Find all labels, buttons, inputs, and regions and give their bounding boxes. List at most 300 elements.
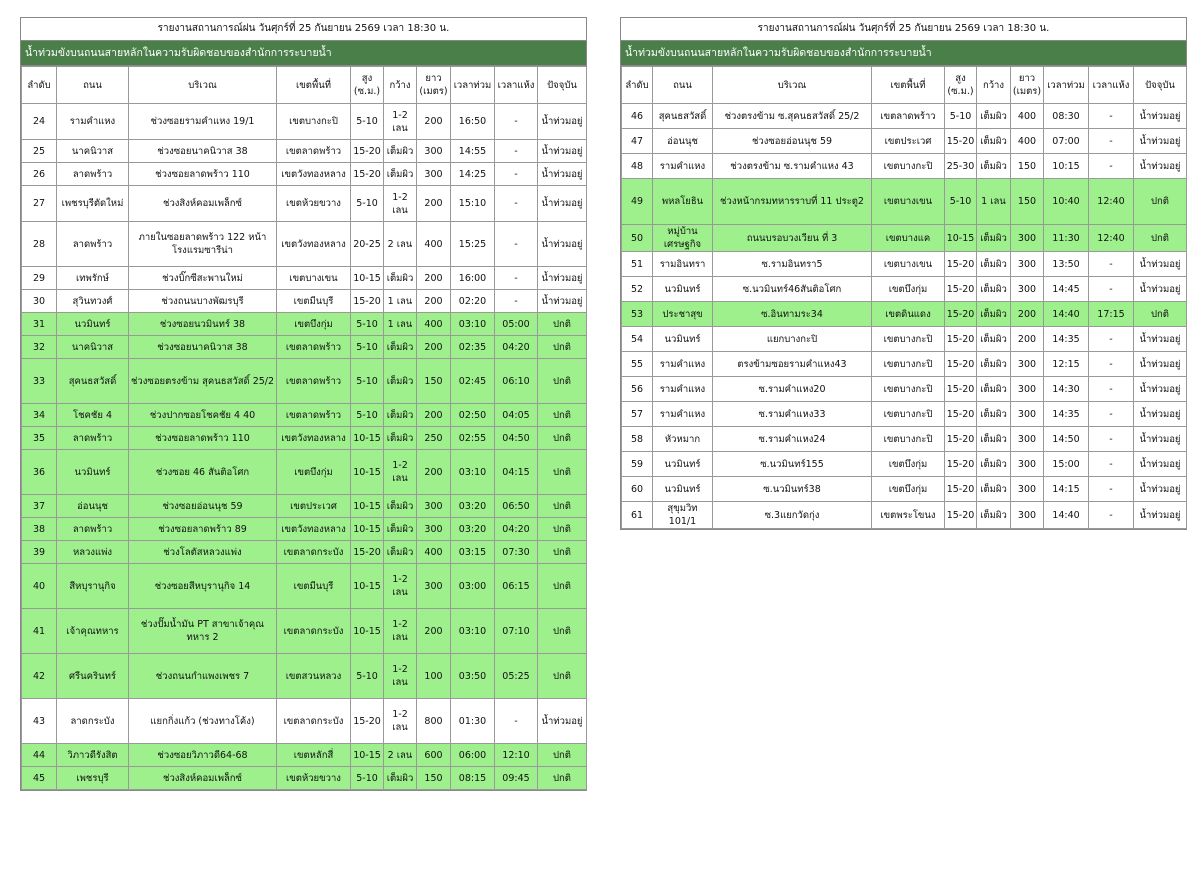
cell-area: ช่วงสิงห์คอมเพล็กซ์ [129, 186, 277, 222]
cell-area: ช่วงซอยอ่อนนุช 59 [713, 129, 872, 154]
cell-length: 150 [1011, 179, 1044, 225]
cell-flood-time: 14:40 [1044, 302, 1089, 327]
cell-depth: 10-15 [351, 744, 384, 767]
cell-dry-time: - [1089, 452, 1134, 477]
cell-flood-time: 03:20 [451, 518, 495, 541]
cell-length: 150 [417, 359, 451, 404]
cell-area: ช่วงซอยนาคนิวาส 38 [129, 140, 277, 163]
cell-road: ศรีนครินทร์ [57, 654, 129, 699]
cell-area: ช่วงซอยลาดพร้าว 110 [129, 427, 277, 450]
cell-dry-time: 07:30 [495, 541, 538, 564]
cell-length: 300 [1011, 427, 1044, 452]
cell-district: เขตมีนบุรี [277, 564, 351, 609]
cell-depth: 15-20 [945, 477, 977, 502]
cell-flood-time: 02:20 [451, 290, 495, 313]
cell-dry-time: 12:10 [495, 744, 538, 767]
cell-length: 400 [417, 313, 451, 336]
cell-district: เขตห้วยขวาง [277, 186, 351, 222]
cell-length: 800 [417, 699, 451, 744]
cell-status: ปกติ [538, 767, 587, 790]
col-district: เขตพื้นที่ [872, 67, 945, 104]
table-row [22, 163, 587, 186]
cell-width: เต็มผิว [977, 154, 1011, 179]
cell-district: เขตวังทองหลาง [277, 163, 351, 186]
cell-depth: 5-10 [351, 336, 384, 359]
cell-flood-time: 13:50 [1044, 252, 1089, 277]
cell-length: 400 [1011, 104, 1044, 129]
cell-district: เขตลาดกระบัง [277, 541, 351, 564]
cell-no: 29 [22, 267, 57, 290]
cell-no: 33 [22, 359, 57, 404]
cell-depth: 15-20 [945, 502, 977, 529]
cell-status: น้ำท่วมอยู่ [1134, 252, 1187, 277]
cell-road: สุวินทวงศ์ [57, 290, 129, 313]
cell-length: 600 [417, 744, 451, 767]
cell-dry-time: 07:10 [495, 609, 538, 654]
cell-district: เขตลาดกระบัง [277, 699, 351, 744]
table-row [22, 609, 587, 654]
cell-road: พหลโยธิน [653, 179, 713, 225]
cell-width: เต็มผิว [384, 336, 417, 359]
table-row [22, 336, 587, 359]
cell-flood-time: 11:30 [1044, 225, 1089, 252]
report-panel-right [620, 17, 1187, 530]
table-row [22, 222, 587, 267]
cell-depth: 15-20 [945, 277, 977, 302]
cell-area: ช่วงบิ๊กซีสะพานใหม่ [129, 267, 277, 290]
cell-depth: 5-10 [351, 186, 384, 222]
cell-district: เขตลาดพร้าว [277, 140, 351, 163]
cell-depth: 20-25 [351, 222, 384, 267]
cell-area: ซ.อินทามระ34 [713, 302, 872, 327]
cell-length: 200 [417, 186, 451, 222]
table-row [22, 313, 587, 336]
cell-depth: 15-20 [351, 699, 384, 744]
cell-area: ซ.นวมินทร์155 [713, 452, 872, 477]
cell-width: 1-2 เลน [384, 450, 417, 495]
cell-area: ซ.รามอินทรา5 [713, 252, 872, 277]
cell-status: น้ำท่วมอยู่ [1134, 129, 1187, 154]
cell-road: ลาดพร้าว [57, 518, 129, 541]
cell-dry-time: 17:15 [1089, 302, 1134, 327]
cell-no: 43 [22, 699, 57, 744]
flood-table-right [621, 66, 1187, 529]
cell-width: เต็มผิว [384, 359, 417, 404]
cell-depth: 15-20 [945, 252, 977, 277]
table-row [622, 104, 1187, 129]
cell-width: เต็มผิว [977, 402, 1011, 427]
cell-dry-time: - [495, 267, 538, 290]
cell-width: เต็มผิว [977, 252, 1011, 277]
cell-status: น้ำท่วมอยู่ [1134, 377, 1187, 402]
cell-depth: 15-20 [351, 163, 384, 186]
cell-status: น้ำท่วมอยู่ [1134, 452, 1187, 477]
cell-road: อ่อนนุช [653, 129, 713, 154]
col-depth: สูง (ซ.ม.) [351, 67, 384, 104]
cell-length: 400 [417, 541, 451, 564]
cell-road: เทพรักษ์ [57, 267, 129, 290]
cell-status: ปกติ [538, 495, 587, 518]
cell-district: เขตวังทองหลาง [277, 222, 351, 267]
cell-road: เพชรบุรี [57, 767, 129, 790]
table-row [22, 427, 587, 450]
cell-district: เขตลาดกระบัง [277, 609, 351, 654]
cell-status: น้ำท่วมอยู่ [1134, 402, 1187, 427]
cell-road: เจ้าคุณทหาร [57, 609, 129, 654]
cell-area: ช่วงซอยลาดพร้าว 89 [129, 518, 277, 541]
cell-no: 56 [622, 377, 653, 402]
cell-no: 39 [22, 541, 57, 564]
cell-length: 400 [1011, 129, 1044, 154]
cell-width: เต็มผิว [384, 427, 417, 450]
cell-district: เขตห้วยขวาง [277, 767, 351, 790]
cell-width: เต็มผิว [384, 518, 417, 541]
cell-width: 1-2 เลน [384, 654, 417, 699]
cell-area: ช่วงซอยลาดพร้าว 110 [129, 163, 277, 186]
cell-area: ซ.รามคำแหง20 [713, 377, 872, 402]
cell-flood-time: 10:15 [1044, 154, 1089, 179]
cell-road: หลวงแพ่ง [57, 541, 129, 564]
cell-area: ตรงข้ามซอยรามคำแหง43 [713, 352, 872, 377]
cell-width: 1-2 เลน [384, 564, 417, 609]
cell-area: ช่วงโลตัสหลวงแพ่ง [129, 541, 277, 564]
cell-no: 55 [622, 352, 653, 377]
cell-length: 300 [1011, 277, 1044, 302]
cell-status: น้ำท่วมอยู่ [538, 222, 587, 267]
cell-district: เขตบางกะปิ [872, 427, 945, 452]
cell-flood-time: 14:35 [1044, 327, 1089, 352]
cell-status: ปกติ [1134, 225, 1187, 252]
cell-status: น้ำท่วมอยู่ [538, 699, 587, 744]
cell-dry-time: - [495, 699, 538, 744]
cell-width: เต็มผิว [384, 541, 417, 564]
cell-road: นวมินทร์ [653, 277, 713, 302]
cell-area: ซ.3แยกวัดกุ่ง [713, 502, 872, 529]
cell-area: ช่วงซอยวิภาวดี64-68 [129, 744, 277, 767]
cell-road: รามอินทรา [653, 252, 713, 277]
col-road: ถนน [57, 67, 129, 104]
cell-status: ปกติ [538, 313, 587, 336]
cell-width: เต็มผิว [384, 140, 417, 163]
cell-no: 40 [22, 564, 57, 609]
cell-dry-time: - [1089, 252, 1134, 277]
cell-flood-time: 03:10 [451, 450, 495, 495]
cell-status: น้ำท่วมอยู่ [538, 104, 587, 140]
table-row [22, 564, 587, 609]
cell-district: เขตบึงกุ่ม [872, 477, 945, 502]
cell-depth: 5-10 [351, 654, 384, 699]
cell-length: 150 [417, 767, 451, 790]
cell-dry-time: - [1089, 352, 1134, 377]
col-width: กว้าง [977, 67, 1011, 104]
section-title: น้ำท่วมขังบนถนนสายหลักในความรับผิดชอบของสำนักการระบายน้ำ [21, 41, 586, 66]
table-row [22, 186, 587, 222]
cell-width: เต็มผิว [384, 163, 417, 186]
cell-status: น้ำท่วมอยู่ [538, 140, 587, 163]
cell-flood-time: 16:00 [451, 267, 495, 290]
cell-width: 1-2 เลน [384, 104, 417, 140]
cell-length: 200 [417, 267, 451, 290]
cell-district: เขตลาดพร้าว [277, 336, 351, 359]
cell-width: 1 เลน [384, 313, 417, 336]
cell-length: 200 [1011, 327, 1044, 352]
table-row [22, 104, 587, 140]
table-row [622, 302, 1187, 327]
cell-area: ช่วงตรงข้าม ซ.รามคำแหง 43 [713, 154, 872, 179]
cell-district: เขตพระโขนง [872, 502, 945, 529]
cell-no: 57 [622, 402, 653, 427]
cell-dry-time: - [1089, 402, 1134, 427]
cell-district: เขตบางกะปิ [872, 154, 945, 179]
cell-dry-time: - [1089, 277, 1134, 302]
cell-flood-time: 14:40 [1044, 502, 1089, 529]
cell-flood-time: 08:15 [451, 767, 495, 790]
cell-no: 38 [22, 518, 57, 541]
cell-area: ถนนบรอบวงเวียน ที่ 3 [713, 225, 872, 252]
cell-length: 300 [417, 564, 451, 609]
cell-length: 200 [417, 104, 451, 140]
cell-flood-time: 03:20 [451, 495, 495, 518]
cell-area: ช่วงซอยรามคำแหง 19/1 [129, 104, 277, 140]
cell-area: ซ.นวมินทร์38 [713, 477, 872, 502]
cell-depth: 5-10 [351, 767, 384, 790]
cell-status: ปกติ [1134, 179, 1187, 225]
cell-width: เต็มผิว [977, 129, 1011, 154]
cell-district: เขตลาดพร้าว [277, 404, 351, 427]
cell-length: 300 [417, 163, 451, 186]
cell-area: ช่วงหน้ากรมทหารราบที่ 11 ประตู2 [713, 179, 872, 225]
cell-status: ปกติ [538, 541, 587, 564]
cell-status: ปกติ [538, 450, 587, 495]
cell-no: 28 [22, 222, 57, 267]
cell-status: ปกติ [1134, 302, 1187, 327]
col-no: ลำดับ [622, 67, 653, 104]
cell-road: รามคำแหง [57, 104, 129, 140]
cell-flood-time: 03:50 [451, 654, 495, 699]
cell-length: 150 [1011, 154, 1044, 179]
cell-road: นวมินทร์ [57, 450, 129, 495]
cell-width: เต็มผิว [977, 427, 1011, 452]
cell-depth: 10-15 [351, 267, 384, 290]
table-row [22, 140, 587, 163]
report-title: รายงานสถานการณ์ฝน วันศุกร์ที่ 25 กันยายน 2569 เวลา 18:30 น. [21, 18, 586, 41]
cell-area: ช่วงถนนบางพัฒรบุรี [129, 290, 277, 313]
cell-depth: 10-15 [351, 518, 384, 541]
cell-length: 200 [417, 609, 451, 654]
cell-status: น้ำท่วมอยู่ [1134, 477, 1187, 502]
cell-flood-time: 10:40 [1044, 179, 1089, 225]
cell-flood-time: 03:10 [451, 313, 495, 336]
cell-no: 51 [622, 252, 653, 277]
cell-no: 61 [622, 502, 653, 529]
cell-status: น้ำท่วมอยู่ [538, 267, 587, 290]
cell-flood-time: 02:55 [451, 427, 495, 450]
cell-road: หมู่บ้านเศรษฐกิจ [653, 225, 713, 252]
cell-status: น้ำท่วมอยู่ [1134, 427, 1187, 452]
cell-status: ปกติ [538, 359, 587, 404]
cell-district: เขตหลักสี่ [277, 744, 351, 767]
cell-dry-time: 12:40 [1089, 179, 1134, 225]
cell-depth: 15-20 [945, 302, 977, 327]
col-area: บริเวณ [129, 67, 277, 104]
cell-width: เต็มผิว [977, 352, 1011, 377]
cell-area: ช่วงซอยสีหบุรานุกิจ 14 [129, 564, 277, 609]
report-title: รายงานสถานการณ์ฝน วันศุกร์ที่ 25 กันยายน 2569 เวลา 18:30 น. [621, 18, 1186, 41]
cell-district: เขตประเวศ [277, 495, 351, 518]
table-row [22, 744, 587, 767]
cell-status: น้ำท่วมอยู่ [1134, 327, 1187, 352]
cell-length: 300 [1011, 352, 1044, 377]
cell-dry-time: 12:40 [1089, 225, 1134, 252]
cell-district: เขตบึงกุ่ม [872, 452, 945, 477]
cell-depth: 15-20 [351, 140, 384, 163]
cell-road: ลาดพร้าว [57, 427, 129, 450]
cell-dry-time: 04:20 [495, 336, 538, 359]
cell-status: น้ำท่วมอยู่ [1134, 104, 1187, 129]
table-row [622, 352, 1187, 377]
table-row [622, 179, 1187, 225]
cell-area: ช่วงตรงข้าม ซ.สุคนธสวัสดิ์ 25/2 [713, 104, 872, 129]
table-body [22, 104, 587, 790]
cell-area: ช่วงปากซอยโชคชัย 4 40 [129, 404, 277, 427]
table-body [622, 104, 1187, 529]
cell-depth: 15-20 [945, 327, 977, 352]
cell-flood-time: 02:50 [451, 404, 495, 427]
cell-area: ช่วงซอยอ่อนนุช 59 [129, 495, 277, 518]
cell-area: แยกบางกะปิ [713, 327, 872, 352]
cell-width: เต็มผิว [977, 452, 1011, 477]
cell-road: นวมินทร์ [653, 477, 713, 502]
cell-district: เขตบางเขน [872, 179, 945, 225]
cell-dry-time: 06:50 [495, 495, 538, 518]
cell-length: 300 [1011, 452, 1044, 477]
cell-area: ซ.รามคำแหง24 [713, 427, 872, 452]
cell-no: 31 [22, 313, 57, 336]
cell-no: 37 [22, 495, 57, 518]
cell-width: 2 เลน [384, 744, 417, 767]
cell-width: 1-2 เลน [384, 609, 417, 654]
cell-road: สุขุมวิท 101/1 [653, 502, 713, 529]
cell-flood-time: 15:25 [451, 222, 495, 267]
cell-district: เขตดินแดง [872, 302, 945, 327]
table-row [22, 495, 587, 518]
cell-no: 24 [22, 104, 57, 140]
cell-no: 35 [22, 427, 57, 450]
cell-depth: 15-20 [945, 129, 977, 154]
cell-dry-time: 05:25 [495, 654, 538, 699]
cell-district: เขตบางกะปิ [872, 352, 945, 377]
cell-district: เขตลาดพร้าว [872, 104, 945, 129]
cell-width: เต็มผิว [384, 404, 417, 427]
cell-depth: 15-20 [351, 541, 384, 564]
cell-length: 400 [417, 222, 451, 267]
cell-status: ปกติ [538, 404, 587, 427]
cell-no: 54 [622, 327, 653, 352]
cell-width: เต็มผิว [977, 477, 1011, 502]
cell-flood-time: 03:15 [451, 541, 495, 564]
cell-road: อ่อนนุช [57, 495, 129, 518]
cell-no: 45 [22, 767, 57, 790]
col-length: ยาว (เมตร) [1011, 67, 1044, 104]
table-row [22, 359, 587, 404]
cell-status: น้ำท่วมอยู่ [1134, 154, 1187, 179]
cell-depth: 25-30 [945, 154, 977, 179]
cell-status: ปกติ [538, 518, 587, 541]
cell-road: ลาดกระบัง [57, 699, 129, 744]
cell-district: เขตลาดพร้าว [277, 359, 351, 404]
cell-no: 50 [622, 225, 653, 252]
cell-depth: 10-15 [351, 495, 384, 518]
cell-depth: 10-15 [351, 609, 384, 654]
cell-dry-time: 06:15 [495, 564, 538, 609]
cell-dry-time: - [495, 222, 538, 267]
cell-area: ซ.นวมินทร์46สันติอโศก [713, 277, 872, 302]
cell-dry-time: 04:50 [495, 427, 538, 450]
cell-width: เต็มผิว [384, 495, 417, 518]
cell-area: ช่วงซอยตรงข้าม สุคนธสวัสดิ์ 25/2 [129, 359, 277, 404]
cell-district: เขตบางกะปิ [872, 402, 945, 427]
cell-no: 36 [22, 450, 57, 495]
flood-table-left [21, 66, 587, 790]
cell-no: 60 [622, 477, 653, 502]
cell-flood-time: 08:30 [1044, 104, 1089, 129]
cell-flood-time: 15:00 [1044, 452, 1089, 477]
cell-depth: 15-20 [945, 352, 977, 377]
cell-no: 41 [22, 609, 57, 654]
cell-area: ช่วงถนนกำแพงเพชร 7 [129, 654, 277, 699]
cell-district: เขตวังทองหลาง [277, 518, 351, 541]
cell-no: 25 [22, 140, 57, 163]
col-no: ลำดับ [22, 67, 57, 104]
table-row [622, 452, 1187, 477]
cell-dry-time: 04:15 [495, 450, 538, 495]
cell-flood-time: 14:30 [1044, 377, 1089, 402]
cell-district: เขตบางแค [872, 225, 945, 252]
cell-road: รามคำแหง [653, 352, 713, 377]
cell-status: ปกติ [538, 427, 587, 450]
cell-length: 300 [1011, 477, 1044, 502]
cell-status: ปกติ [538, 564, 587, 609]
cell-dry-time: 04:05 [495, 404, 538, 427]
cell-depth: 15-20 [945, 427, 977, 452]
cell-district: เขตบึงกุ่ม [277, 313, 351, 336]
cell-depth: 10-15 [945, 225, 977, 252]
cell-length: 250 [417, 427, 451, 450]
cell-width: เต็มผิว [977, 277, 1011, 302]
cell-width: เต็มผิว [977, 225, 1011, 252]
cell-area: ช่วงปั๊มน้ำมัน PT สาขาเจ้าคุณทหาร 2 [129, 609, 277, 654]
col-flood-time: เวลาท่วม [451, 67, 495, 104]
table-row [22, 699, 587, 744]
cell-flood-time: 15:10 [451, 186, 495, 222]
cell-dry-time: 09:45 [495, 767, 538, 790]
cell-length: 300 [1011, 377, 1044, 402]
cell-dry-time: - [1089, 377, 1134, 402]
cell-dry-time: 04:20 [495, 518, 538, 541]
cell-flood-time: 02:45 [451, 359, 495, 404]
cell-flood-time: 14:55 [451, 140, 495, 163]
cell-no: 26 [22, 163, 57, 186]
section-title: น้ำท่วมขังบนถนนสายหลักในความรับผิดชอบของสำนักการระบายน้ำ [621, 41, 1186, 66]
cell-status: น้ำท่วมอยู่ [538, 186, 587, 222]
col-road: ถนน [653, 67, 713, 104]
cell-status: น้ำท่วมอยู่ [1134, 277, 1187, 302]
cell-road: นาคนิวาส [57, 336, 129, 359]
cell-no: 59 [622, 452, 653, 477]
table-row [22, 541, 587, 564]
cell-dry-time: - [495, 186, 538, 222]
cell-road: รามคำแหง [653, 402, 713, 427]
